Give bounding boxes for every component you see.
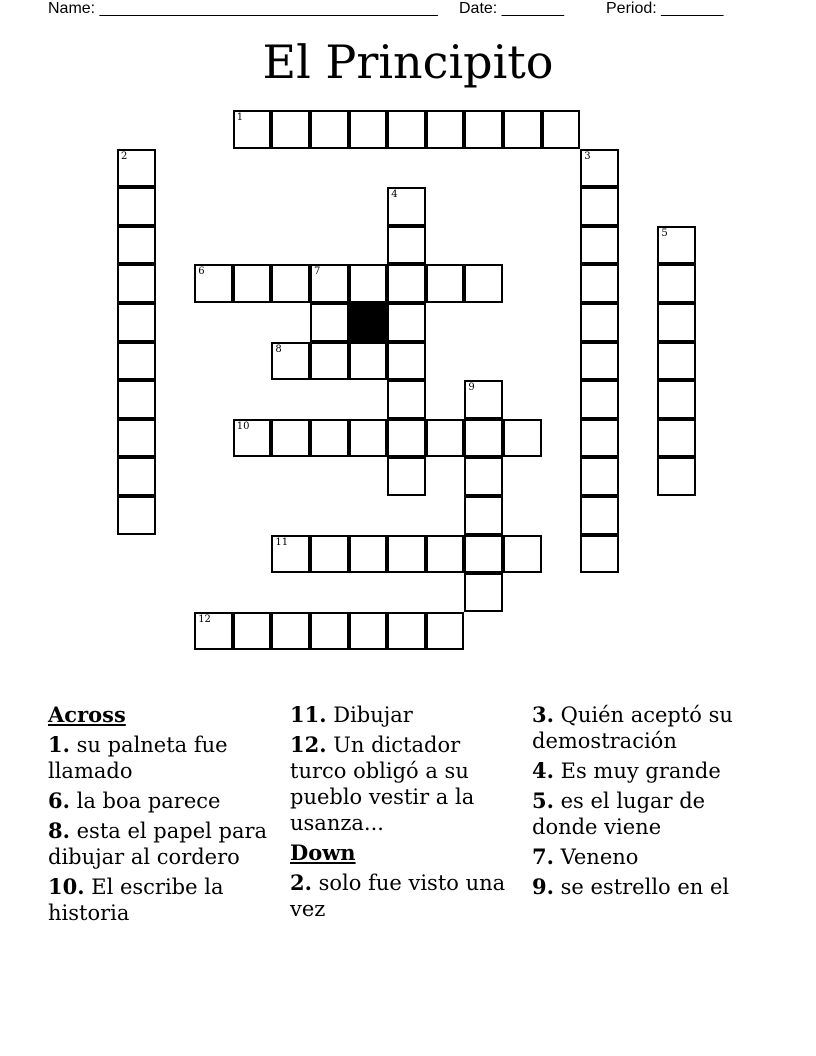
down-heading: Down <box>290 840 356 865</box>
grid-cell[interactable] <box>657 457 696 496</box>
grid-cell[interactable] <box>464 535 503 574</box>
black-square <box>349 303 388 342</box>
grid-cell[interactable] <box>580 380 619 419</box>
grid-cell[interactable] <box>310 110 349 149</box>
grid-cell[interactable] <box>426 264 465 303</box>
grid-cell[interactable] <box>349 535 388 574</box>
grid-cell[interactable] <box>233 419 272 458</box>
clue-number: 7 <box>314 266 321 278</box>
grid-cell[interactable] <box>194 612 233 651</box>
grid-cell[interactable] <box>580 303 619 342</box>
grid-cell[interactable] <box>464 496 503 535</box>
clues-column-2 <box>290 702 510 926</box>
grid-cell[interactable] <box>387 419 426 458</box>
clue-number: 12 <box>198 613 211 625</box>
grid-cell[interactable] <box>117 496 156 535</box>
grid-cell[interactable] <box>464 264 503 303</box>
grid-cell[interactable] <box>349 612 388 651</box>
grid-cell[interactable] <box>657 342 696 381</box>
clue-number: 9 <box>468 382 475 394</box>
grid-cell[interactable] <box>464 573 503 612</box>
clue-number: 1 <box>236 112 244 123</box>
grid-cell[interactable] <box>349 264 388 303</box>
clues-column-3 <box>532 702 752 904</box>
grid-cell[interactable] <box>349 342 388 381</box>
period-line[interactable]: Period: _______ <box>606 0 724 17</box>
grid-cell[interactable] <box>271 110 310 149</box>
grid-cell[interactable] <box>426 612 465 651</box>
grid-cell[interactable] <box>233 110 272 149</box>
grid-cell[interactable] <box>580 264 619 303</box>
grid-cell[interactable] <box>233 264 272 303</box>
grid-cell[interactable] <box>271 419 310 458</box>
clue-down-7: 7. Veneno <box>532 844 639 869</box>
clue-down-4: 4. Es muy grande <box>532 758 721 783</box>
clue-number: 8 <box>275 343 282 355</box>
clue-number: 5 <box>661 227 668 239</box>
clue-across-8: 8. esta el papel para dibujar al cordero <box>48 818 268 869</box>
page-title: El Principito <box>262 35 554 89</box>
grid-cell[interactable] <box>117 264 156 303</box>
date-line[interactable]: Date: _______ <box>459 0 564 17</box>
grid-cell[interactable] <box>310 303 349 342</box>
clue-number: 6 <box>198 266 205 278</box>
grid-cell[interactable] <box>503 419 542 458</box>
grid-cell[interactable] <box>387 110 426 149</box>
grid-cell[interactable] <box>349 110 388 149</box>
grid-cell[interactable] <box>310 535 349 574</box>
grid-cell[interactable] <box>580 149 619 188</box>
grid-cell[interactable] <box>387 457 426 496</box>
grid-cell[interactable] <box>426 535 465 574</box>
grid-cell[interactable] <box>117 226 156 265</box>
grid-cell[interactable] <box>580 535 619 574</box>
grid-cell[interactable] <box>349 419 388 458</box>
clue-down-3: 3. Quién aceptó su demostración <box>532 702 733 753</box>
grid-cell[interactable] <box>117 419 156 458</box>
name-line[interactable]: Name: ______________________________________ <box>48 0 438 17</box>
grid-cell[interactable] <box>657 419 696 458</box>
grid-cell[interactable] <box>271 535 310 574</box>
clue-down-9: 9. se estrello en el <box>532 874 730 899</box>
grid-cell[interactable] <box>310 264 349 303</box>
clue-number: 10 <box>236 420 250 432</box>
clue-number: 4 <box>391 189 398 201</box>
grid-cell[interactable] <box>580 419 619 458</box>
grid-cell[interactable] <box>194 264 233 303</box>
grid-cell[interactable] <box>117 149 156 188</box>
grid-cell[interactable] <box>580 342 619 381</box>
grid-cell[interactable] <box>310 612 349 651</box>
grid-cell[interactable] <box>387 380 426 419</box>
grid-cell[interactable] <box>426 110 465 149</box>
grid-cell[interactable] <box>503 110 542 149</box>
clue-across-1: 1. su palneta fue llamado <box>48 732 228 783</box>
grid-cell[interactable] <box>387 612 426 651</box>
grid-cell[interactable] <box>387 187 426 226</box>
grid-cell[interactable] <box>117 303 156 342</box>
grid-cell[interactable] <box>387 264 426 303</box>
grid-cell[interactable] <box>464 457 503 496</box>
grid-cell[interactable] <box>387 226 426 265</box>
grid-cell[interactable] <box>387 535 426 574</box>
grid-cell[interactable] <box>542 110 581 149</box>
grid-cell[interactable] <box>580 187 619 226</box>
grid-cell[interactable] <box>310 342 349 381</box>
grid-cell[interactable] <box>426 419 465 458</box>
clues-column-1 <box>48 702 268 930</box>
grid-cell[interactable] <box>657 264 696 303</box>
clue-down-5: 5. es el lugar de donde viene <box>532 788 706 839</box>
clue-down-2: 2. solo fue visto una vez <box>290 870 506 921</box>
grid-cell[interactable] <box>117 342 156 381</box>
grid-cell[interactable] <box>271 264 310 303</box>
grid-cell[interactable] <box>464 110 503 149</box>
grid-cell[interactable] <box>580 226 619 265</box>
grid-cell[interactable] <box>117 457 156 496</box>
clue-number: 2 <box>121 150 128 162</box>
grid-cell[interactable] <box>387 342 426 381</box>
grid-cell[interactable] <box>117 380 156 419</box>
grid-cell[interactable] <box>117 187 156 226</box>
clue-number: 11 <box>275 536 289 548</box>
grid-cell[interactable] <box>271 342 310 381</box>
grid-cell[interactable] <box>310 419 349 458</box>
grid-cell[interactable] <box>464 419 503 458</box>
grid-cell[interactable] <box>233 612 272 651</box>
grid-cell[interactable] <box>657 303 696 342</box>
grid-cell[interactable] <box>271 612 310 651</box>
clue-across-12: 12. Un dictador turco obligó a su pueblo vestir a la usanza... <box>290 732 475 835</box>
grid-cell[interactable] <box>580 496 619 535</box>
grid-cell[interactable] <box>503 535 542 574</box>
clue-number: 3 <box>584 150 591 162</box>
grid-cell[interactable] <box>387 303 426 342</box>
clue-across-6: 6. la boa parece <box>48 788 221 813</box>
across-heading: Across <box>48 702 126 727</box>
grid-cell[interactable] <box>464 380 503 419</box>
grid-cell[interactable] <box>657 380 696 419</box>
clue-across-10: 10. El escribe la historia <box>48 874 224 925</box>
grid-cell[interactable] <box>580 457 619 496</box>
clue-across-11: 11. Dibujar <box>290 702 413 727</box>
grid-cell[interactable] <box>657 226 696 265</box>
